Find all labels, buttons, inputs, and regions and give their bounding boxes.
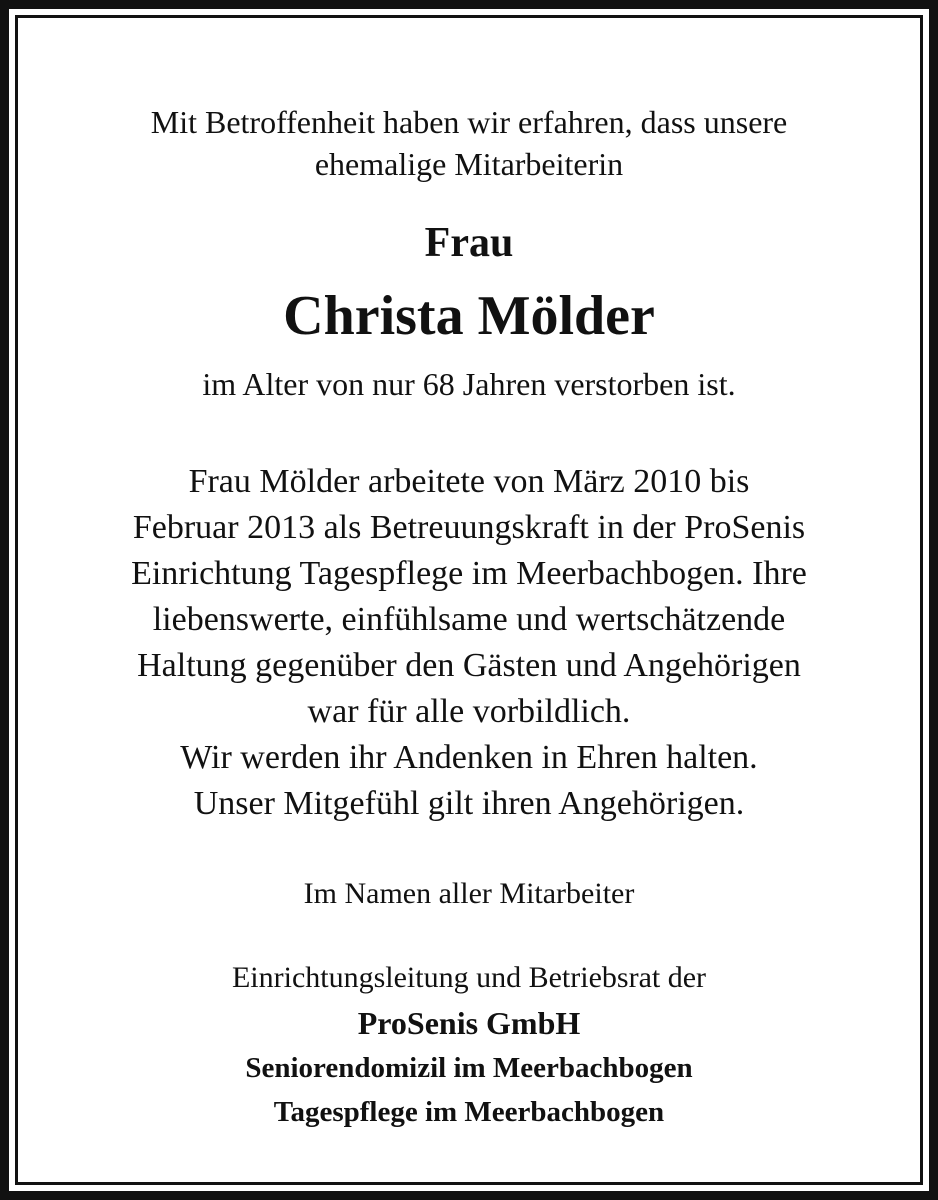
facility-name: Seniorendomizil im Meerbachbogen bbox=[245, 1052, 693, 1084]
tribute-line: Wir werden ihr Andenken in Ehren halten. bbox=[180, 739, 758, 776]
tribute-line: Frau Mölder arbeitete von März 2010 bis bbox=[188, 463, 750, 500]
age-line: im Alter von nur 68 Jahren verstorben ist. bbox=[202, 366, 736, 402]
salutation: Frau bbox=[424, 220, 514, 266]
intro-line-2: ehemalige Mitarbeiterin bbox=[314, 146, 624, 182]
tribute-line: Unser Mitgefühl gilt ihren Angehörigen. bbox=[193, 785, 745, 822]
tribute-line: Einrichtung Tagespflege im Meerbachbogen. Ihre bbox=[131, 555, 807, 592]
tribute-line: war für alle vorbildlich. bbox=[307, 693, 631, 730]
management-line: Einrichtungsleitung und Betriebsrat der bbox=[231, 961, 707, 994]
facility-name: Tagespflege im Meerbachbogen bbox=[273, 1096, 665, 1128]
company-name: ProSenis GmbH bbox=[357, 1005, 581, 1041]
intro-line-1: Mit Betroffenheit haben wir erfahren, dass unsere bbox=[150, 104, 788, 140]
obituary-notice bbox=[18, 18, 920, 1182]
tribute-line: Februar 2013 als Betreuungskraft in der ProSenis bbox=[132, 509, 806, 546]
tribute-line: Haltung gegenüber den Gästen und Angehörigen bbox=[137, 647, 801, 684]
deceased-name: Christa Mölder bbox=[283, 285, 655, 347]
on-behalf-line: Im Namen aller Mitarbeiter bbox=[303, 877, 635, 910]
tribute-line: liebenswerte, einfühlsame und wertschätzende bbox=[152, 601, 786, 638]
